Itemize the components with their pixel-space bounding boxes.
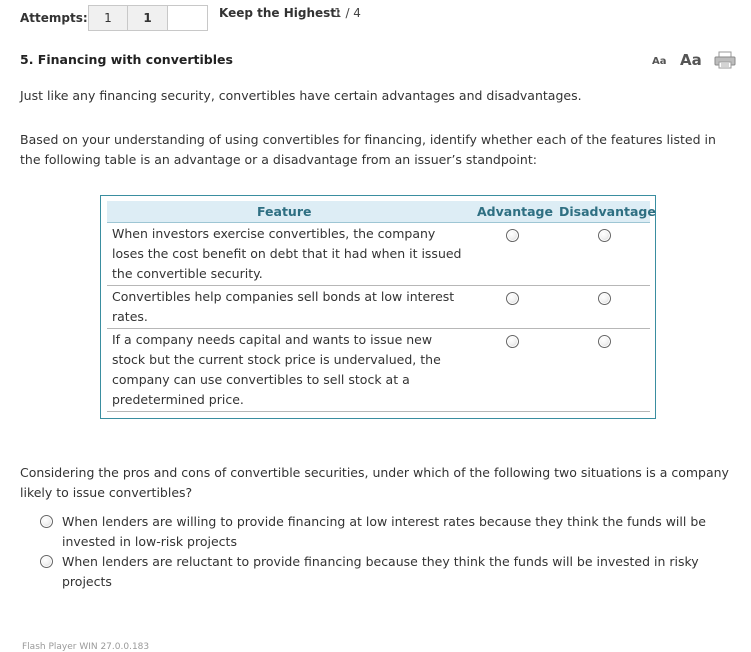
font-size-large-button[interactable]: Aa bbox=[680, 51, 702, 69]
attempt-box-1: 1 bbox=[88, 5, 128, 31]
feature-cell: When investors exercise convertibles, the company loses the cost benefit on debt that it had when it issued the convertible security. bbox=[112, 226, 462, 281]
advantage-radio[interactable] bbox=[506, 335, 519, 348]
attempts-label: Attempts: bbox=[20, 11, 88, 25]
attempt-box-3 bbox=[168, 5, 208, 31]
keep-highest-value: 1 / 4 bbox=[334, 6, 361, 20]
advantage-radio[interactable] bbox=[506, 292, 519, 305]
flash-version-footer: Flash Player WIN 27.0.0.183 bbox=[22, 642, 150, 652]
disadvantage-radio[interactable] bbox=[598, 229, 611, 242]
answer-option-text: When lenders are reluctant to provide financing because they think the funds will be invested in risky projects bbox=[62, 554, 699, 589]
disadvantage-radio[interactable] bbox=[598, 335, 611, 348]
header-disadvantage: Disadvantage bbox=[559, 204, 656, 219]
question-title: 5. Financing with convertibles bbox=[20, 52, 233, 67]
answer-option-text: When lenders are willing to provide financing at low interest rates because they think the funds will be invested in low-risk projects bbox=[62, 514, 706, 549]
header-advantage: Advantage bbox=[477, 204, 553, 219]
header-feature: Feature bbox=[257, 204, 312, 219]
answer-radio[interactable] bbox=[40, 555, 53, 568]
intro-text: Just like any financing security, convertibles have certain advantages and disadvantages. bbox=[20, 88, 582, 103]
attempts-bar bbox=[20, 5, 88, 31]
answer-radio[interactable] bbox=[40, 515, 53, 528]
table-header bbox=[107, 201, 656, 223]
feature-cell: If a company needs capital and wants to issue new stock but the current stock price is undervalued, the company can use convertibles to sell stock at a predetermined price. bbox=[112, 332, 441, 407]
table-row bbox=[107, 223, 650, 286]
attempt-box-2: 1 bbox=[128, 5, 168, 31]
keep-highest-label: Keep the Highest: bbox=[219, 6, 341, 20]
print-icon[interactable] bbox=[714, 51, 736, 69]
font-size-small-button[interactable]: Aa bbox=[652, 56, 667, 67]
feature-table bbox=[100, 195, 656, 419]
feature-cell: Convertibles help companies sell bonds at low interest rates. bbox=[112, 289, 455, 324]
part2-question: Considering the pros and cons of convertible securities, under which of the following two situations is a company likely to issue convertibles? bbox=[20, 465, 729, 500]
disadvantage-radio[interactable] bbox=[598, 292, 611, 305]
table-row bbox=[107, 329, 650, 412]
attempt-boxes bbox=[88, 5, 208, 31]
table-row bbox=[107, 286, 650, 329]
instruction-text: Based on your understanding of using convertibles for financing, identify whether each of the features listed in the following table is an advantage or a disadvantage from an issuer’s standpoint: bbox=[20, 132, 716, 167]
advantage-radio[interactable] bbox=[506, 229, 519, 242]
